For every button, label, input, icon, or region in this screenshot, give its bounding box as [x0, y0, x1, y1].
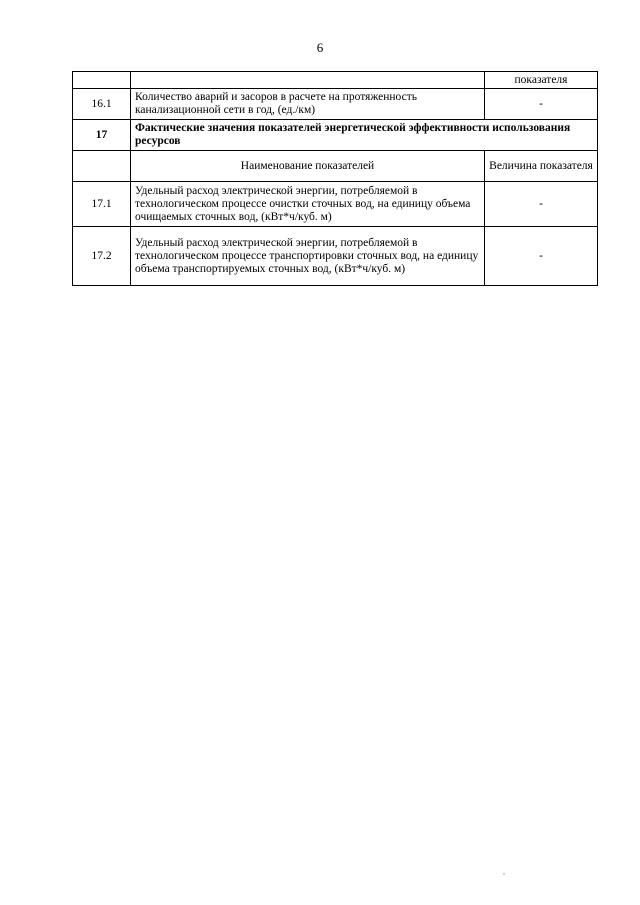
indicators-table	[72, 71, 598, 286]
table-row-continuation	[73, 72, 598, 89]
table-header-row	[73, 151, 598, 182]
indicator-name: Удельный расход электрической энергии, потребляемой в технологическом процессе очистки сточных вод, на единицу объема очищаемых сточных вод, (кВт*ч/куб. м)	[131, 182, 485, 227]
indicator-value: -	[485, 89, 598, 120]
indicator-value: -	[485, 227, 598, 286]
section-title: Фактические значения показателей энергетической эффективности использования ресурсов	[131, 120, 598, 151]
table-row-17-2	[73, 227, 598, 286]
cell-num	[73, 72, 131, 89]
section-number: 17	[73, 120, 131, 151]
indicator-value: -	[485, 182, 598, 227]
row-number: 17.2	[73, 227, 131, 286]
cell-value-header: показателя	[485, 72, 598, 89]
table-row-16-1	[73, 89, 598, 120]
header-name: Наименование показателей	[131, 151, 485, 182]
scan-speck	[503, 873, 505, 875]
page-number: 6	[316, 40, 324, 55]
section-row-17	[73, 120, 598, 151]
row-number: 16.1	[73, 89, 131, 120]
cell-name	[131, 72, 485, 89]
header-num	[73, 151, 131, 182]
indicator-name: Количество аварий и засоров в расчете на протяженность канализационной сети в год, (ед./км)	[131, 89, 485, 120]
indicator-name: Удельный расход электрической энергии, потребляемой в технологическом процессе транспортировки сточных вод, на единицу объема транспортируемых сточных вод, (кВт*ч/куб. м)	[131, 227, 485, 286]
header-value: Величина показателя	[485, 151, 598, 182]
row-number: 17.1	[73, 182, 131, 227]
table-row-17-1	[73, 182, 598, 227]
